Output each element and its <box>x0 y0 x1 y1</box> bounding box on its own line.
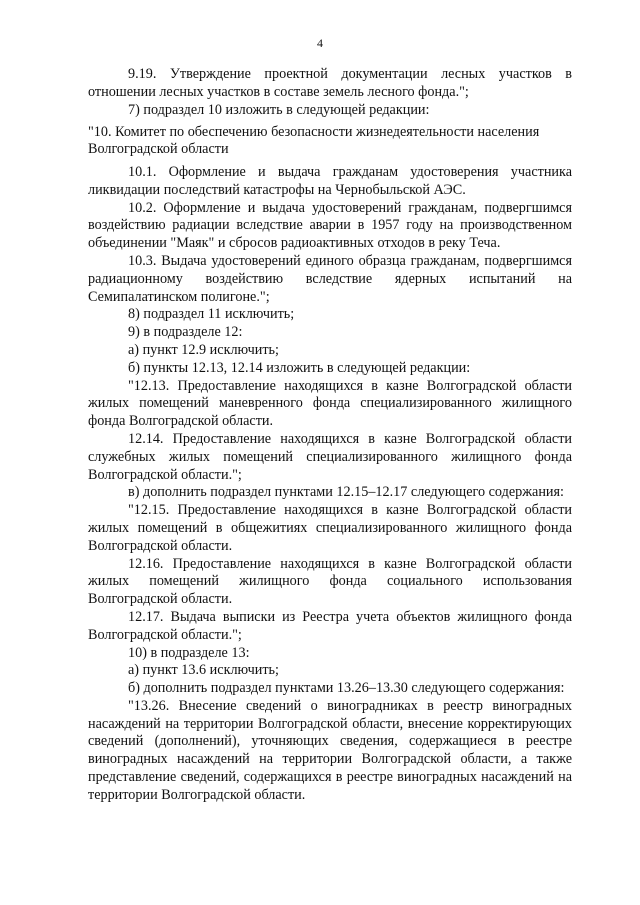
paragraph-10-3: 10.3. Выдача удостоверений единого образца гражданам, подвергшимся радиационному воздействию вследствие ядерных испытаний на Семипалатинском полигоне."; <box>88 252 572 305</box>
paragraph-10-2: 10.2. Оформление и выдача удостоверений гражданам, подвергшимся воздействию радиации вследствие аварии в 1957 году на производственном объединении "Маяк" и сбросов радиоактивных отходов в реку Теча. <box>88 199 572 252</box>
paragraph-12-15: "12.15. Предоставление находящихся в казне Волгоградской области жилых помещений в общежитиях специализированного жилищного фонда Волгоградской области. <box>88 502 572 554</box>
paragraph-item-9b: б) пункты 12.13, 12.14 изложить в следующей редакции: <box>128 359 471 376</box>
paragraph-10-1: 10.1. Оформление и выдача гражданам удостоверения участника ликвидации последствий катастрофы на Чернобыльской АЭС. <box>88 163 572 198</box>
paragraph-item-8: 8) подраздел 11 исключить; <box>128 306 295 323</box>
section-10-heading-line-1: "10. Комитет по обеспечению безопасности жизнедеятельности населения <box>88 124 540 141</box>
paragraph-item-9a: а) пункт 12.9 исключить; <box>128 341 279 358</box>
paragraph-9-19: 9.19. Утверждение проектной документации лесных участков в отношении лесных участков в составе земель лесного фонда."; <box>88 66 572 100</box>
paragraph-13-26: "13.26. Внесение сведений о виноградниках в реестр виноградных насаждений на территории Волгоградской области, внесение корректирующих сведений (дополнений), уточняющих сведения, содержащиеся в реестре виноградных насаждений на территории Волгоградской области, а также представление сведений, содержащихся в реестре виноградных насаждений на территории Волгоградской области. <box>88 697 572 803</box>
paragraph-12-17: 12.17. Выдача выписки из Реестра учета объектов жилищного фонда Волгоградской области."; <box>88 608 572 643</box>
paragraph-12-16: 12.16. Предоставление находящихся в казне Волгоградской области жилых помещений жилищного фонда социального использования Волгоградской области. <box>88 555 572 608</box>
paragraph-item-10b: б) дополнить подраздел пунктами 13.26–13.30 следующего содержания: <box>128 680 565 697</box>
paragraph-12-14: 12.14. Предоставление находящихся в казне Волгоградской области служебных жилых помещений специализированного жилищного фонда Волгоградской области."; <box>88 430 572 483</box>
paragraph-12-13: "12.13. Предоставление находящихся в казне Волгоградской области жилых помещений маневренного фонда специализированного жилищного фонда Волгоградской области. <box>88 377 572 430</box>
paragraph-item-10a: а) пункт 13.6 исключить; <box>128 662 279 679</box>
document-body <box>88 66 572 805</box>
section-10-heading <box>88 124 572 158</box>
paragraph-item-9: 9) в подразделе 12: <box>128 324 243 341</box>
paragraph-item-10: 10) в подразделе 13: <box>128 644 250 661</box>
page-number: 4 <box>317 36 323 50</box>
section-10-heading-line-2: Волгоградской области <box>88 141 229 158</box>
paragraph-item-7: 7) подраздел 10 изложить в следующей редакции: <box>128 101 430 118</box>
paragraph-item-9c: в) дополнить подраздел пунктами 12.15–12.17 следующего содержания: <box>128 484 564 501</box>
